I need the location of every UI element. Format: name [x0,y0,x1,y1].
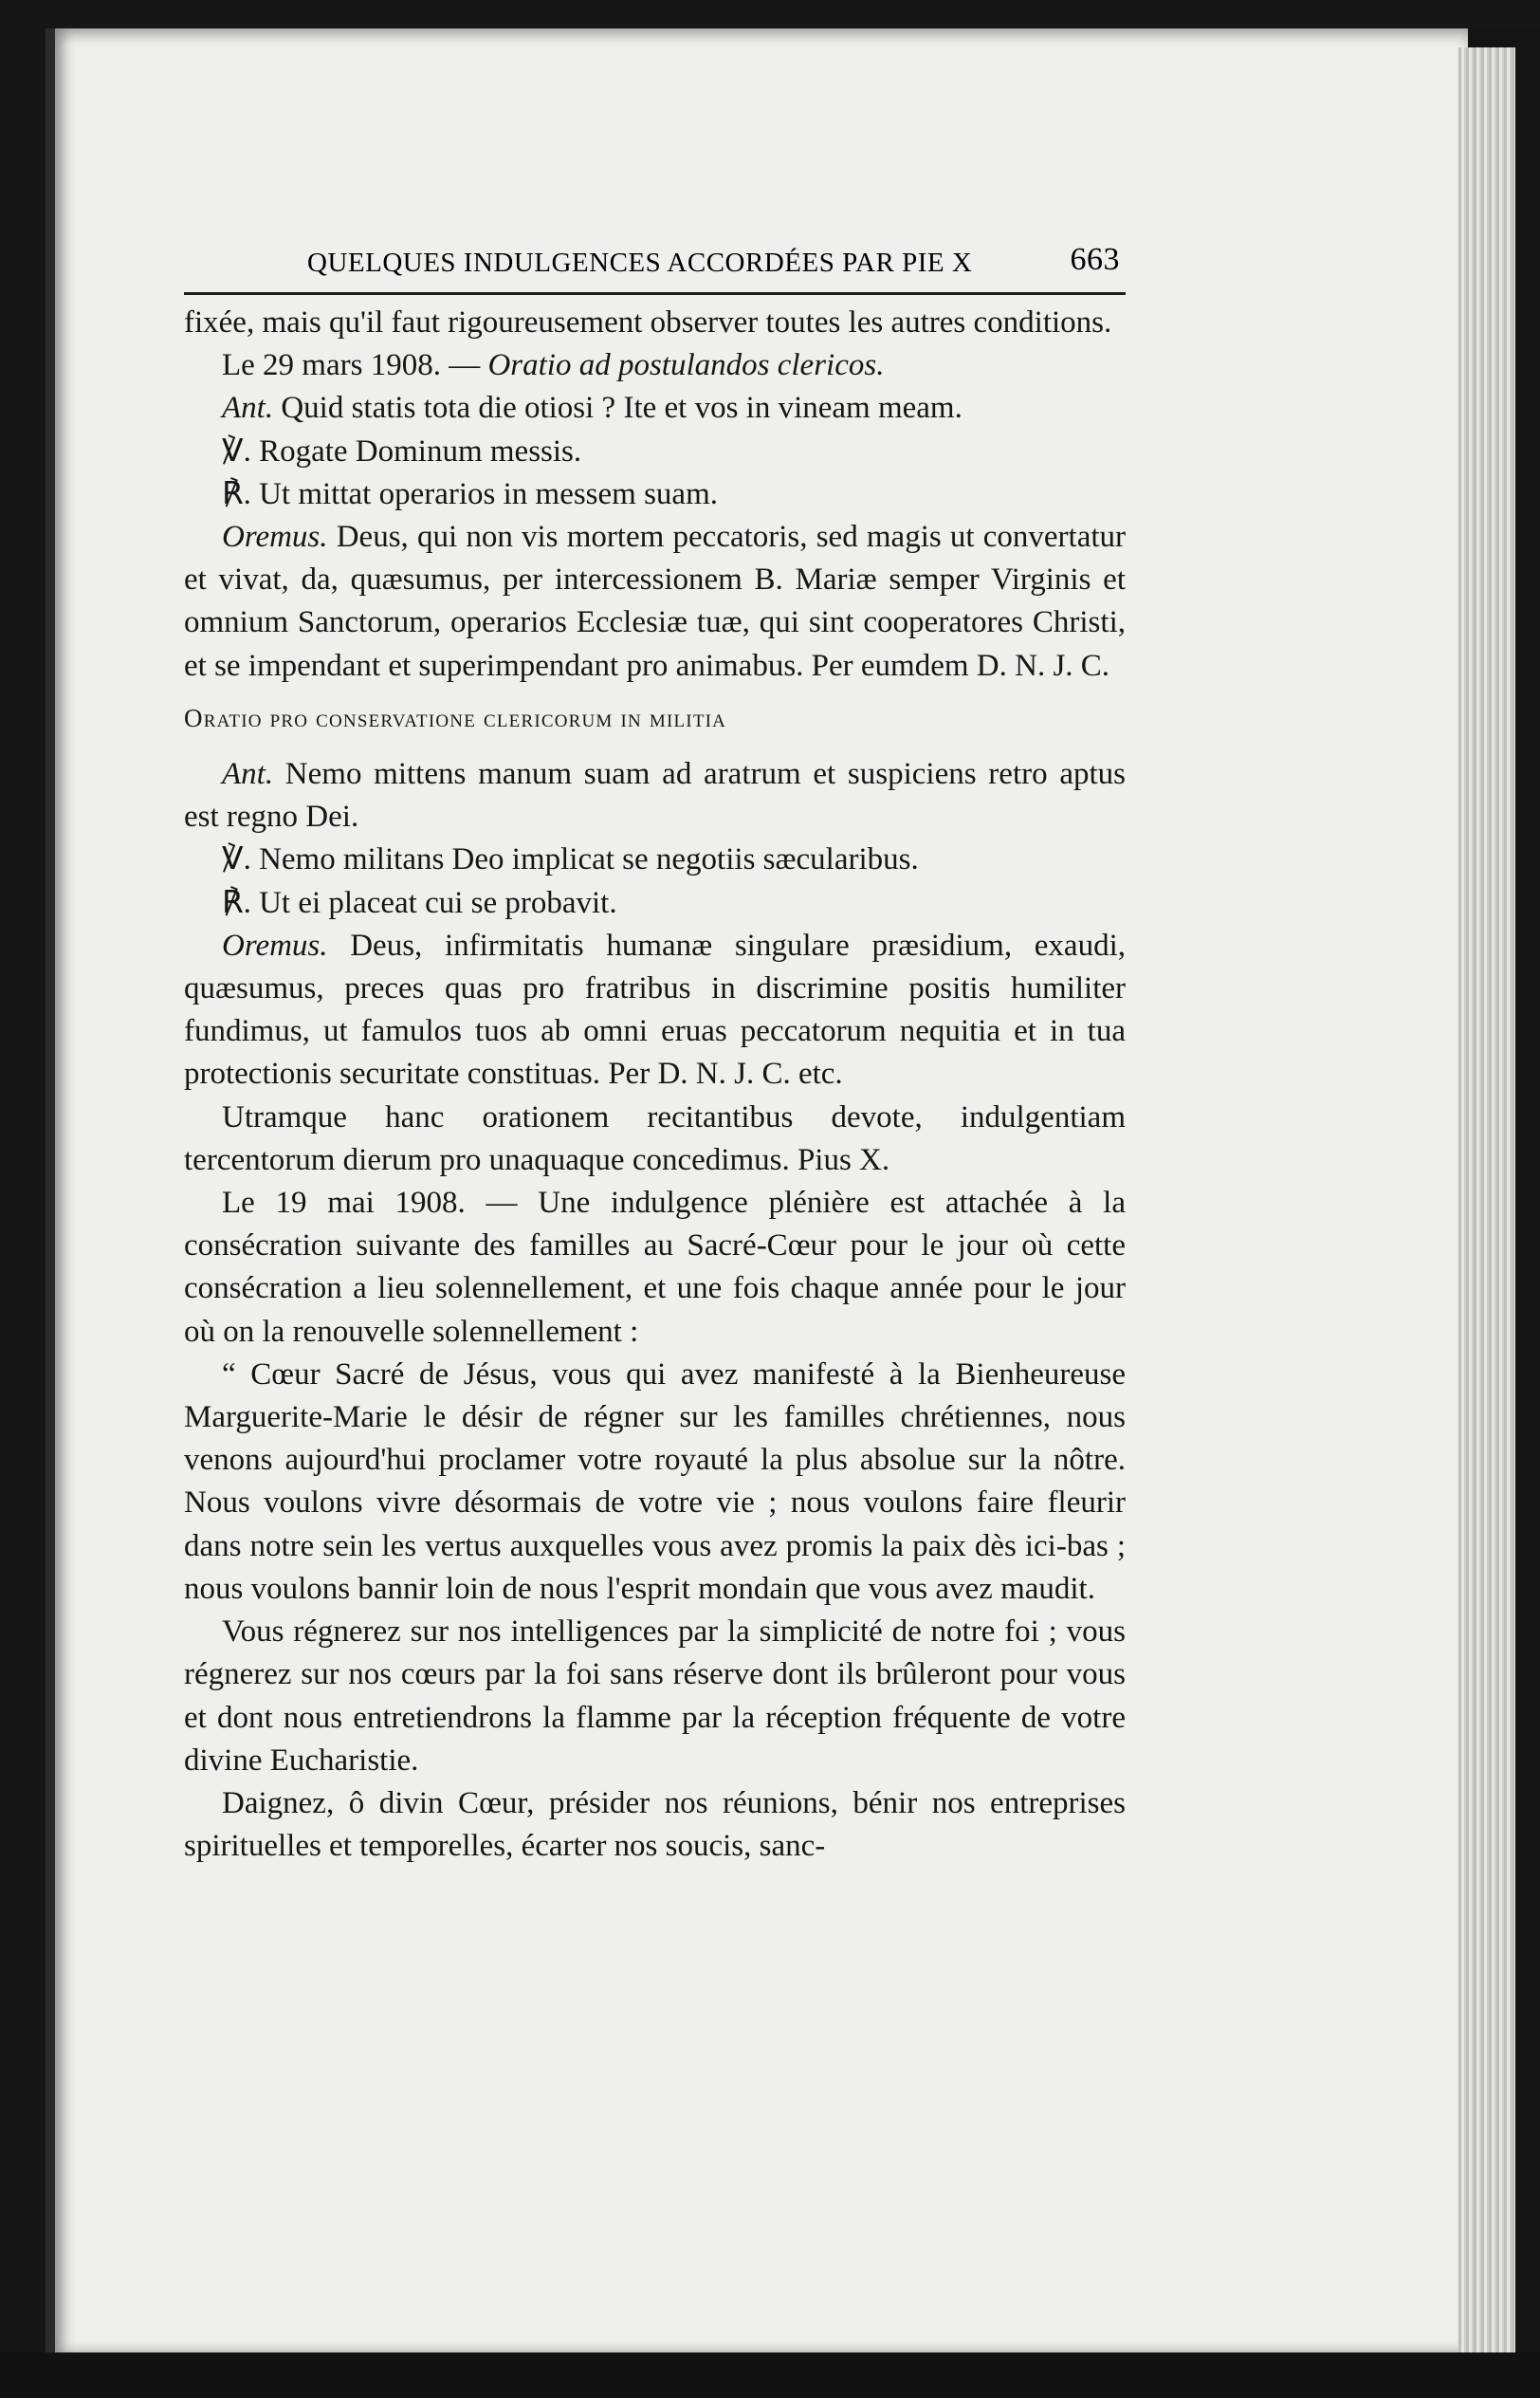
oremus-label: Oremus. [222,520,328,555]
antiphon-line [184,387,1126,430]
paragraph-continuation [184,302,1126,344]
prayer-title: Oratio ad postulandos clericos. [487,348,885,383]
antiphon-label: Ant. [222,391,274,426]
oremus-paragraph [184,516,1126,688]
response-text: Ut ei placeat cui se probavit. [250,885,617,920]
versicle-line [184,431,1126,473]
antiphon-label: Ant. [222,757,274,792]
oremus-text: Deus, infirmitatis humanæ singulare præsidium, exaudi, quæsumus, preces quas pro fratribus in discrimine positis humiliter fundimus, ut famulos tuos ab omni eruas peccatorum nequitia et in tua protectionis securitate constituas. Per D. N. J. C. etc. [184,928,1126,1092]
page-body [184,302,1126,1868]
page-number: 663 [1070,242,1120,277]
scan-bottom-border [0,2352,1540,2398]
oremus-paragraph [184,925,1126,1097]
versicle-line [184,839,1126,881]
consecration-intro-paragraph: Le 19 mai 1908. — Une indulgence plénière est attachée à la consécration suivante des familles au Sacré-Cœur pour le jour où cette consécration a lieu solennellement, et une fois chaque année pour le jour où on la renouvelle solennellement : [184,1186,1126,1349]
antiphon-line [184,753,1126,839]
response-line [184,473,1126,516]
antiphon-text: Quid statis tota die otiosi ? Ite et vos in vineam meam. [273,391,962,426]
response-line [184,882,1126,925]
consecration-paragraph-1: “ Cœur Sacré de Jésus, vous qui avez manifesté à la Bienheureuse Marguerite-Marie le désir de régner sur les familles chrétiennes, nous venons aujourd'hui proclamer votre royauté la plus absolue sur la nôtre. Nous voulons vivre désormais de votre vie ; nous voulons faire fleurir dans notre sein les vertus auxquelles vous avez promis la paix dès ici-bas ; nous voulons bannir loin de nous l'esprit mondain que vous avez maudit. [184,1356,1126,1606]
date-text: Le 29 mars 1908. — [222,348,488,383]
consecration-paragraph-2: Vous régnerez sur nos intelligences par la simplicité de notre foi ; vous régnerez sur nos cœurs par la foi sans réserve dont ils brûleront pour vous et dont nous entretiendrons la flamme par la réception fréquente de votre divine Eucharistie. [184,1614,1126,1778]
response-symbol: ℟. [222,476,251,511]
consecration-paragraph-3: Daignez, ô divin Cœur, présider nos réunions, bénir nos entreprises spirituelles et temporelles, écarter nos soucis, sanc- [184,1785,1126,1864]
header-rule [184,292,1126,295]
response-symbol: ℟. [222,885,251,920]
scan-left-border [0,0,46,2398]
versicle-symbol: ℣. [222,433,251,469]
versicle-text: Nemo militans Deo implicat se negotiis sæcularibus. [250,842,919,877]
oremus-text: Deus, qui non vis mortem peccatoris, sed magis ut convertatur et vivat, da, quæsumus, per intercessionem B. Mariæ semper Virginis et omnium Sanctorum, operarios Ecclesiæ tuæ, qui sint cooperatores Christi, et se impendant et superimpendant pro animabus. Per eumdem D. N. J. C. [184,520,1126,683]
paragraph-date-entry [184,344,1126,387]
versicle-text: Rogate Dominum messis. [250,433,582,469]
section-heading: Oratio pro conservatione clericorum in militia [184,703,727,732]
indulgence-paragraph: Utramque hanc orationem recitantibus devote, indulgentiam tercentorum dierum pro unaquaque concedimus. Pius X. [184,1099,1126,1177]
running-head [184,242,1126,289]
versicle-symbol: ℣. [222,842,251,877]
page-stack-edge [1458,47,1515,2352]
text-line: fixée, mais qu'il faut rigoureusement observer toutes les autres conditions. [184,305,1112,340]
response-text: Ut mittat operarios in messem suam. [250,476,718,511]
scan-top-border [0,0,1540,28]
antiphon-text: Nemo mittens manum suam ad aratrum et suspiciens retro aptus est regno Dei. [184,757,1126,835]
oremus-label: Oremus. [222,928,328,963]
running-head-title: QUELQUES INDULGENCES ACCORDÉES PAR PIE X [307,248,973,278]
